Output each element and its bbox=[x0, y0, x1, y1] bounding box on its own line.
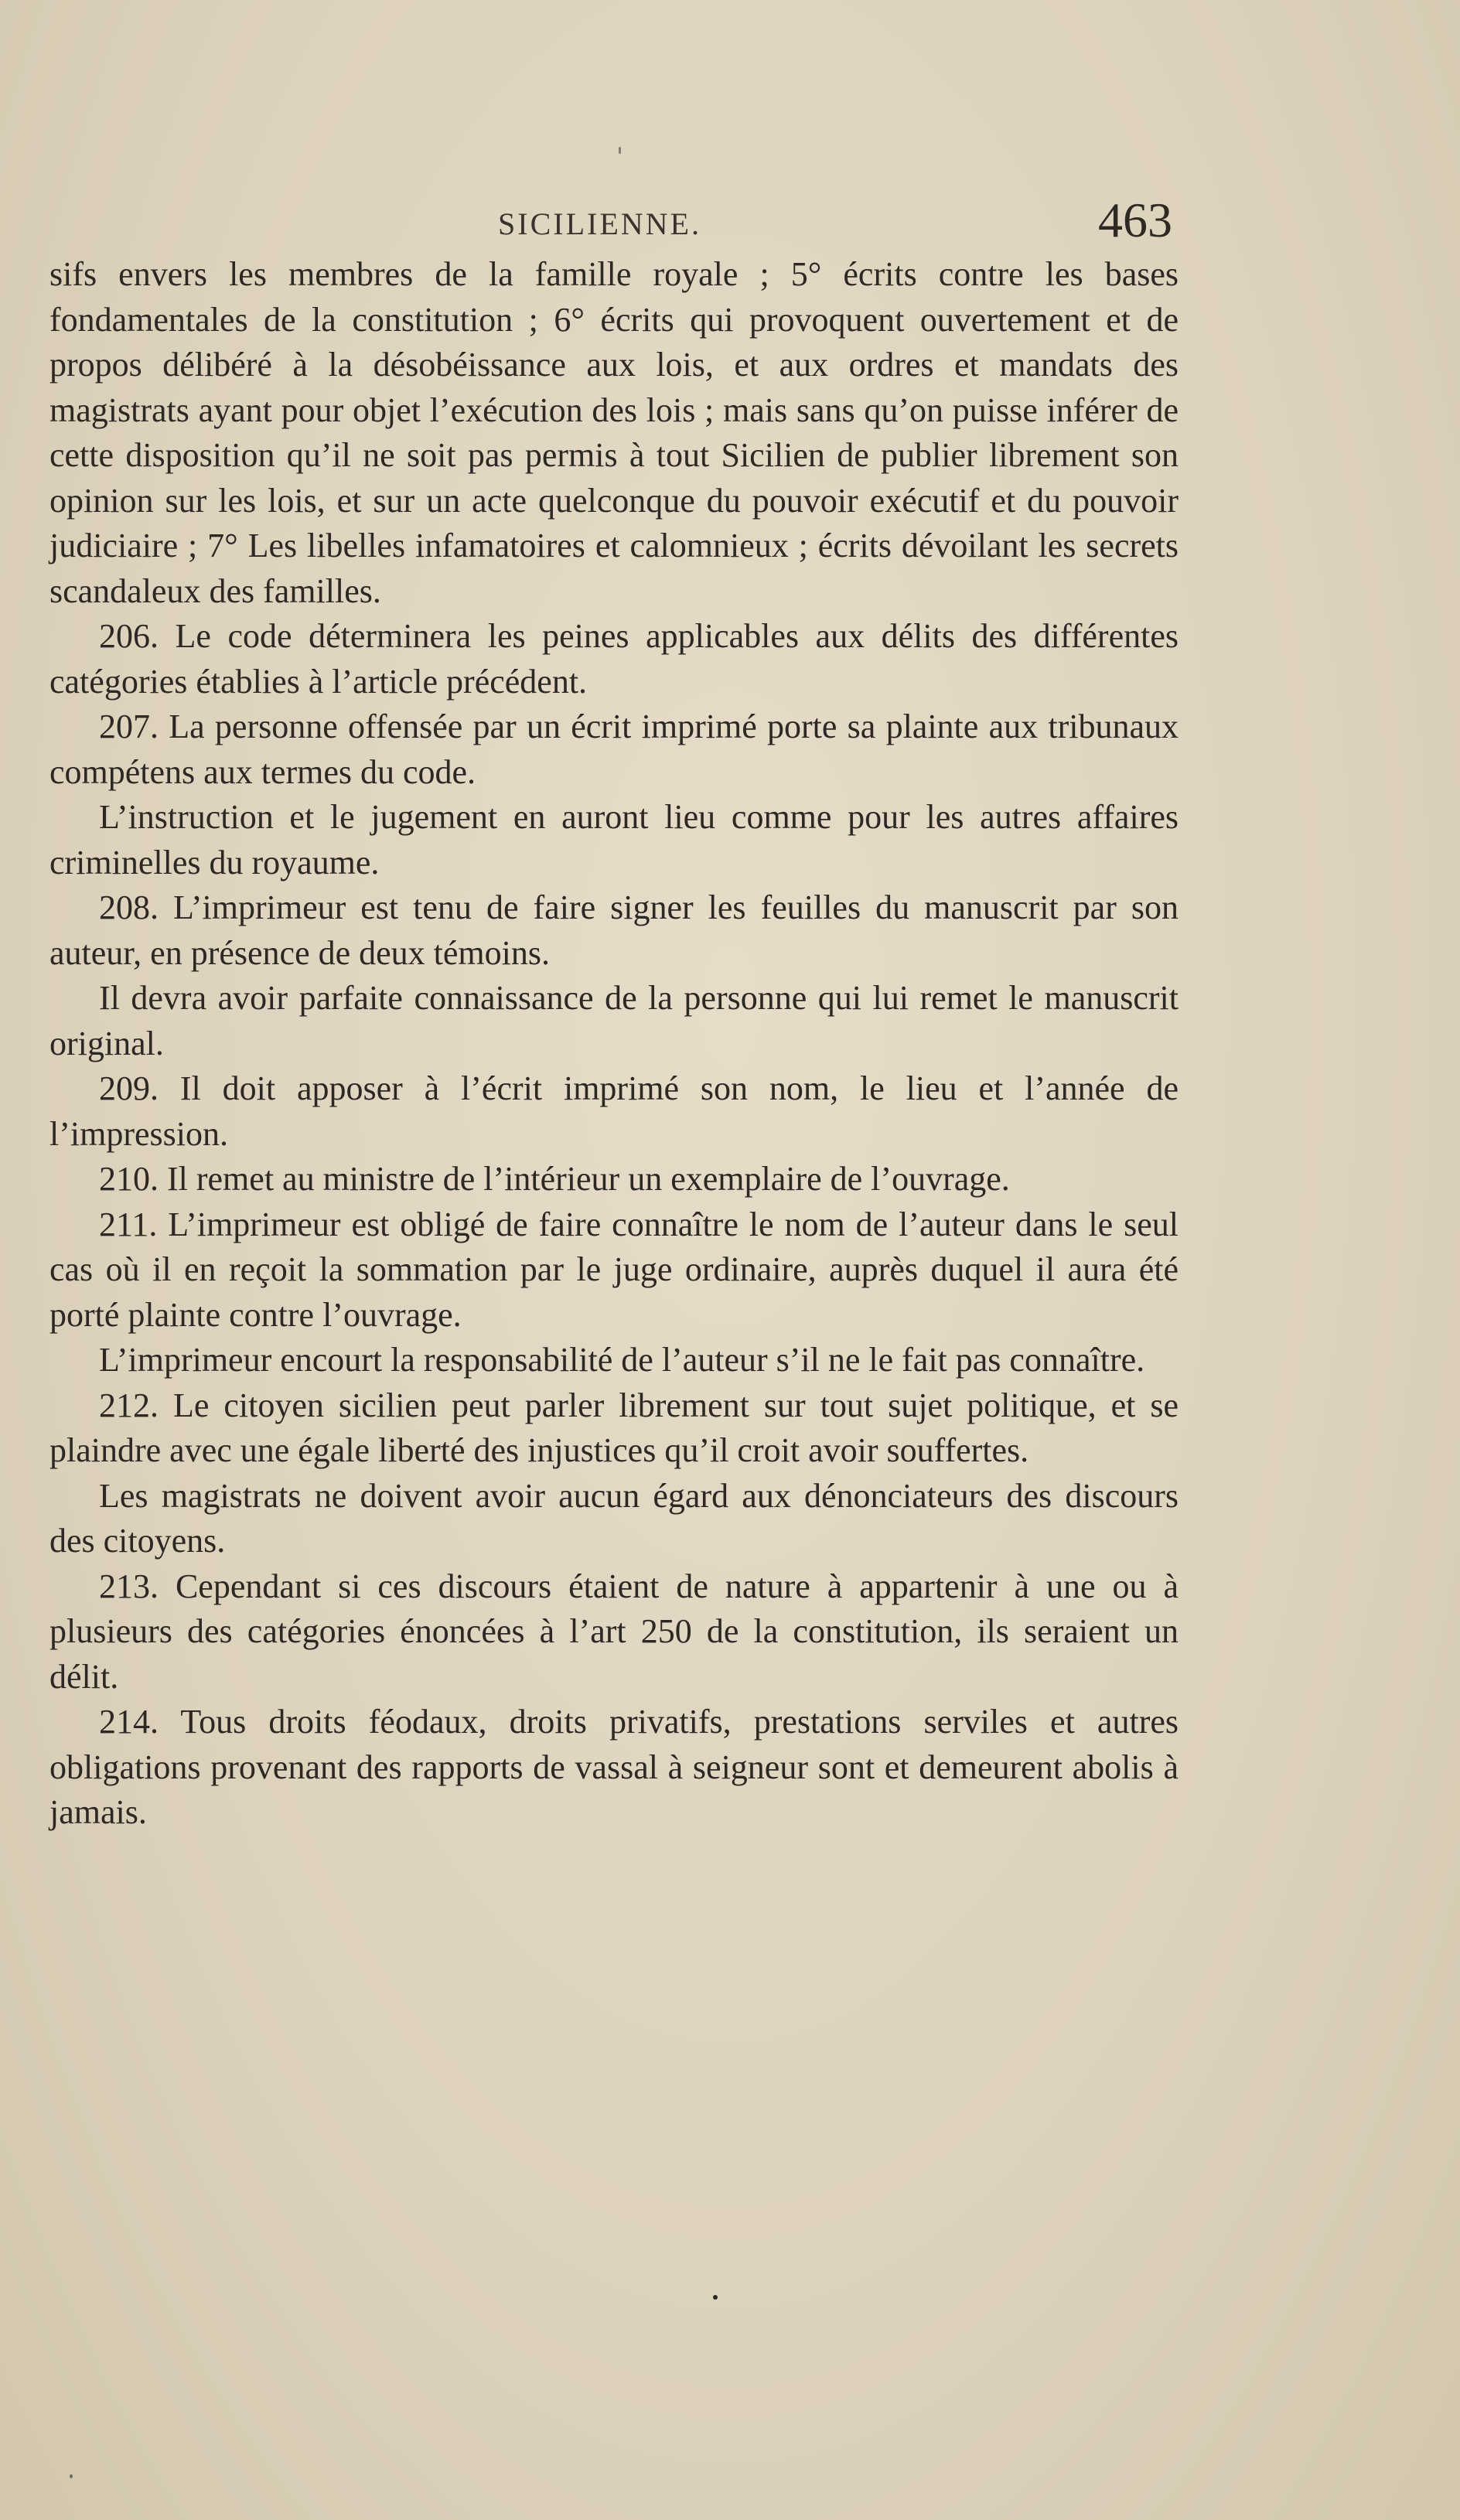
paragraph-article-213: 213. Cependant si ces discours étaient de nature à appartenir à une ou à plusieurs des catégories énoncées à l’art 250 de la constitution, ils seraient un délit. bbox=[49, 1567, 1179, 1696]
paragraph-continuation: sifs envers les membres de la famille royale ; 5° écrits contre les bases fondamentales de la constitution ; 6° écrits qui provoquent ouvertement et de propos délibéré à la désobéissance aux lois, et aux ordres et mandats des magistrats ayant pour objet l’exécution des lois ; mais sans qu’on puisse inférer de cette disposition qu’il ne soit pas permis à tout Sicilien de publier librement son opinion sur les lois, et sur un acte quelconque du pouvoir exécutif et du pouvoir judiciaire ; 7° Les libelles infamatoires et calomnieux ; écrits dévoilant les secrets scandaleux des familles. bbox=[49, 255, 1179, 610]
body-text bbox=[49, 252, 1179, 1836]
paragraph-article-210: 210. Il remet au ministre de l’intérieur un exemplaire de l’ouvrage. bbox=[99, 1160, 1010, 1198]
paragraph-article-208: 208. L’imprimeur est tenu de faire signer les feuilles du manuscrit par son auteur, en présence de deux témoins. bbox=[49, 888, 1179, 972]
paragraph-article-209: 209. Il doit apposer à l’écrit imprimé son nom, le lieu et l’année de l’impression. bbox=[49, 1069, 1179, 1153]
paragraph-212-magistrates: Les magistrats ne doivent avoir aucun égard aux dénonciateurs des discours des citoyens. bbox=[49, 1476, 1179, 1560]
ink-speck bbox=[70, 2474, 73, 2478]
paragraph-207-instruction: L’instruction et le jugement en auront lieu comme pour les autres affaires criminelles du royaume. bbox=[49, 798, 1179, 881]
running-head: SICILIENNE. bbox=[498, 206, 701, 241]
paragraph-211-responsibility: L’imprimeur encourt la responsabilité de l’auteur s’il ne le fait pas connaître. bbox=[99, 1341, 1145, 1379]
paragraph-article-211: 211. L’imprimeur est obligé de faire connaître le nom de l’auteur dans le seul cas où il en reçoit la sommation par le juge ordinaire, auprès duquel il aura été porté plainte contre l’ouvrage. bbox=[49, 1205, 1179, 1334]
paragraph-article-214: 214. Tous droits féodaux, droits privatifs, prestations serviles et autres obligations provenant des rapports de vassal à seigneur sont et demeurent abolis à jamais. bbox=[49, 1703, 1179, 1831]
paragraph-article-206: 206. Le code déterminera les peines applicables aux délits des différentes catégories établies à l’article précédent. bbox=[49, 617, 1179, 701]
page-number: 463 bbox=[1098, 193, 1172, 247]
paragraph-article-207: 207. La personne offensée par un écrit imprimé porte sa plainte aux tribunaux compétens aux termes du code. bbox=[49, 708, 1179, 791]
ink-speck bbox=[713, 2295, 718, 2300]
paragraph-208-knowledge: Il devra avoir parfaite connaissance de la personne qui lui remet le manuscrit original. bbox=[49, 979, 1179, 1062]
ink-speck bbox=[619, 147, 621, 154]
page-header bbox=[49, 192, 1172, 246]
paragraph-article-212: 212. Le citoyen sicilien peut parler librement sur tout sujet politique, et se plaindre avec une égale liberté des injustices qu’il croit avoir souffertes. bbox=[49, 1386, 1179, 1469]
